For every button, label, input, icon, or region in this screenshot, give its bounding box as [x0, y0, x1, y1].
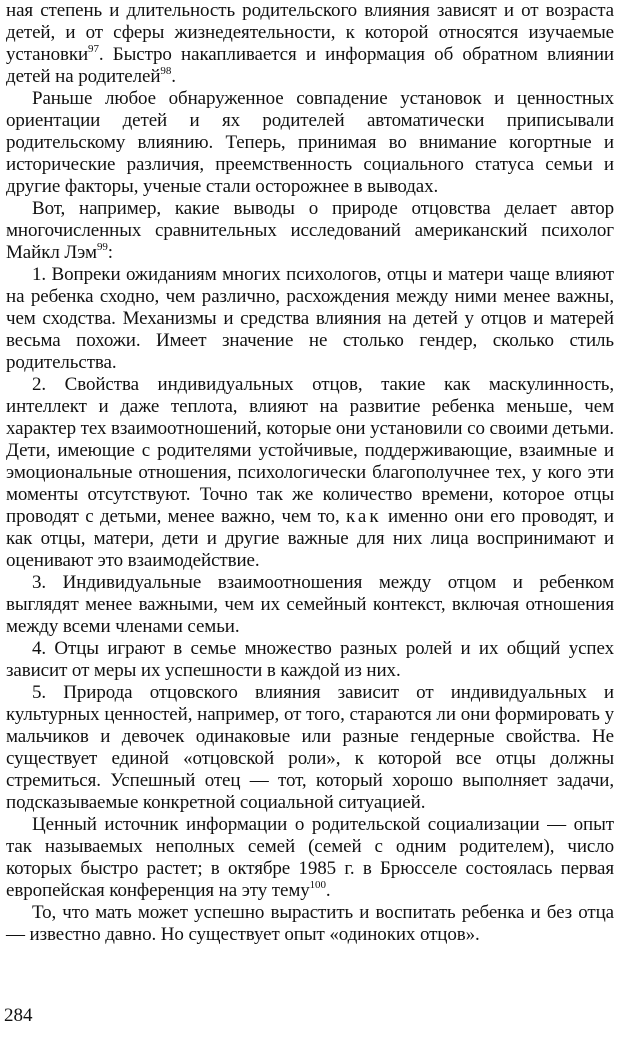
- paragraph: [6, 88, 614, 198]
- paragraph: [6, 198, 614, 264]
- text-run: Вот, например, какие выводы о природе отцовства делает автор многочисленных сравнительных исследований американский психолог Майкл Лэм: [6, 198, 614, 263]
- text-run: 5. Природа отцовского влияния зависит от индивидуальных и культурных ценностей, например, от того, стараются ли они формировать у мальчиков и девочек одинаковые или разные гендерные свойства. Не существует единой «отцовской роли», к которой все отцы должны стремиться. Успешный отец — тот, который хорошо выполняет задачи, подсказываемые конкретной социальной ситуацией.: [6, 682, 614, 813]
- text-run: 2. Свойства индивидуальных отцов, такие как маскулинность, интеллект и даже теплота, влияют на развитие ребенка меньше, чем характер тех взаимоотношений, которые они установили со своими детьми. Дети, имеющие с родителями устойчивые, поддерживающие, взаимные и эмоциональные отношения, психологически благополучнее тех, у кого эти моменты отсутствуют. Точно так же количество времени, которое отцы проводят с детьми, менее важно, чем то,: [6, 374, 614, 527]
- footnote-reference: 100: [309, 878, 326, 891]
- text-run: 4. Отцы играют в семье множество разных ролей и их общий успех зависит от меры их успешности в каждой из них.: [6, 638, 614, 681]
- footnote-reference: 97: [88, 42, 99, 55]
- paragraph: [6, 572, 614, 638]
- page-body-text: [6, 0, 614, 946]
- paragraph: [6, 638, 614, 682]
- paragraph: [6, 814, 614, 902]
- paragraph: [6, 264, 614, 374]
- page-number: 284: [4, 1005, 33, 1026]
- text-run: .: [325, 880, 331, 901]
- text-run: . Быстро накапливается и информация об обратном влиянии детей на родителей: [6, 44, 614, 87]
- text-run: Раньше любое обнаруженное совпадение установок и ценностных ориентации детей и ях родителей автоматически приписывали родительскому влиянию. Теперь, принимая во внимание когортные и исторические различия, преемственность социального статуса семьи и другие факторы, ученые стали осторожнее в выводах.: [6, 88, 614, 197]
- text-run: ная степень и длительность родительского влияния зависят и от возраста детей, и от сферы жизнедеятельности, к которой относятся изучаемые установки: [6, 0, 614, 65]
- text-run: 3. Индивидуальные взаимоотношения между отцом и ребенком выглядят менее важными, чем их семейный контекст, включая отношения между всеми членами семьи.: [6, 572, 614, 637]
- footnote-reference: 98: [160, 64, 172, 77]
- paragraph: [6, 0, 614, 88]
- text-run: 1. Вопреки ожиданиям многих психологов, отцы и матери чаще влияют на ребенка сходно, чем различно, расхождения между ними менее важны, чем сходства. Механизмы и средства влияния на детей у отцов и матерей весьма похожи. Имеет значение не столько гендер, сколько стиль родительства.: [6, 264, 614, 373]
- text-run: То, что мать может успешно вырастить и воспитать ребенка и без отца — известно давно. Но существует опыт «одиноких отцов».: [6, 902, 614, 945]
- text-run: :: [107, 242, 113, 263]
- paragraph: [6, 902, 614, 946]
- text-run: именно они его проводят, и как отцы, матери, дети и другие важные для них лица воспринимают и оценивают это взаимодействие.: [6, 506, 614, 571]
- text-run: Ценный источник информации о родительской социализации — опыт так называемых неполных семей (семей с одним родителем), число которых быстро растет; в октябре 1985 г. в Брюсселе состоялась первая европейская конференция на эту тему: [6, 814, 614, 901]
- footnote-reference: 99: [96, 240, 108, 253]
- book-page: [6, 0, 614, 946]
- paragraph: [6, 682, 614, 814]
- text-run: .: [171, 66, 176, 87]
- emphasized-word: как: [345, 506, 382, 527]
- paragraph: [6, 374, 614, 572]
